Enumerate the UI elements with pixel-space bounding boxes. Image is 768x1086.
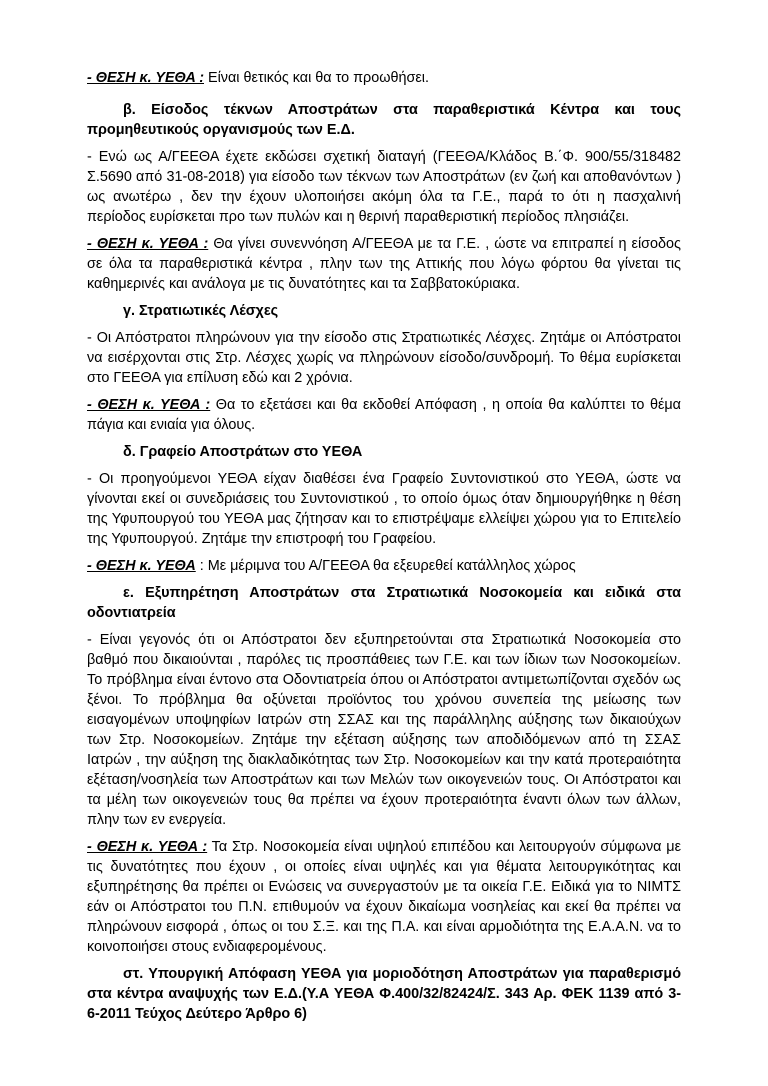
section-e-body: - Είναι γεγονός ότι οι Απόστρατοι δεν εξυπηρετούνται στα Στρατιωτικά Νοσοκομεία στο βαθμό που δικαιούνται , παρόλες τις προσπάθειες των Γ.Ε. και των ίδιων των Νοσοκομείων. Το πρόβλημα είναι έντονο στα Οδοντιατρεία όπου οι Απόστρατοι αντιμετωπίζονται σχεδόν ως ξένοι. Το πρόβλημα θα οξύνεται προϊόντος του χρόνου συνεπεία της μείωσης των εισαγομένων υποψηφίων Ιατρών στη ΣΣΑΣ και της παράλληλης αύξησης των δικαιούχων των Στρ. Νοσοκομείων. Ζητάμε την εξέταση αύξησης των αποδιδόμενων από τη ΣΣΑΣ Ιατρών , την αύξηση της διακλαδικότητας των Στρ. Νοσοκομείων και την κατά προτεραιότητα εξέταση/νοσηλεία των Αποστράτων και των Μελών των οικογενειών τους. Οι Απόστρατοι και τα μέλη των οικογενειών τους θα πρέπει να έχουν προτεραιότητα έναντι όλων των άλλων, πλην των εν ενεργεία. <box>87 632 681 828</box>
section-d-heading: δ. Γραφείο Αποστράτων στο ΥΕΘΑ <box>123 444 363 460</box>
section-e-position <box>87 837 681 957</box>
section-d-position <box>87 556 681 576</box>
position-label: - ΘΕΣΗ κ. ΥΕΘΑ : <box>87 70 204 86</box>
position-text: Θα γίνει συνεννόηση Α/ΓΕΕΘΑ με τα Γ.Ε. , ώστε να επιτραπεί η είσοδος σε όλα τα παραθεριστικά κέντρα , πλην των της Αττικής που λόγω φόρτου θα γίνεται τις καθημερινές και ανάλογα με τις δυνατότητες και τα Σαββατοκύριακα. <box>87 236 681 292</box>
section-g-position <box>87 395 681 435</box>
position-label: - ΘΕΣΗ κ. ΥΕΘΑ : <box>87 839 208 855</box>
position-text: Τα Στρ. Νοσοκομεία είναι υψηλού επιπέδου και λειτουργούν σύμφωνα με τις δυνατότητες που έχουν , οι οποίες είναι υψηλές και για θέματα λειτουργικότητας και εξυπηρέτησης θα πρέπει οι Ενώσεις να συνεργαστούν με τα οικεία Γ.Ε. Ειδικά για το ΝΙΜΤΣ εάν οι Απόστρατοι του Π.Ν. επιθυμούν να έχουν δικαίωμα νοσηλείας και εκεί θα πρέπει να πληρώνουν εισφορά , όπως οι του Σ.Ξ. και της Π.Α. και είναι αρμοδιότητα της Ε.Α.Α.Ν. να το κοινοποιήσει στους ενδιαφερομένους. <box>87 839 681 955</box>
position-1 <box>87 68 681 88</box>
section-b-position <box>87 234 681 294</box>
position-label: - ΘΕΣΗ κ. ΥΕΘΑ : <box>87 397 211 413</box>
section-b-heading: β. Είσοδος τέκνων Αποστράτων στα παραθεριστικά Κέντρα και τους προμηθευτικούς οργανισμούς των Ε.Δ. <box>87 102 681 138</box>
position-text: Είναι θετικός και θα το προωθήσει. <box>204 70 429 86</box>
section-e-heading: ε. Εξυπηρέτηση Αποστράτων στα Στρατιωτικά Νοσοκομεία και ειδικά στα οδοντιατρεία <box>87 585 681 621</box>
document-page <box>87 68 681 1024</box>
position-label: - ΘΕΣΗ κ. ΥΕΘΑ : <box>87 236 209 252</box>
section-b-body: - Ενώ ως Α/ΓΕΕΘΑ έχετε εκδώσει σχετική διαταγή (ΓΕΕΘΑ/Κλάδος Β.΄Φ. 900/55/318482 Σ.5690 από 31-08-2018) για είσοδο των τέκνων των Αποστράτων (εν ζωή και αποθανόντων ) ως ανωτέρω , δεν την έχουν υλοποιήσει ακόμη όλα τα Γ.Ε., παρά το ότι η πασχαλινή περίοδος ευρίσκεται προ των πυλών και η θερινή παραθεριστική περίοδος πλησιάζει. <box>87 149 681 225</box>
position-text: Θα το εξετάσει και θα εκδοθεί Απόφαση , η οποία θα καλύπτει το θέμα πάγια και ενιαία για όλους. <box>87 397 681 433</box>
section-g-heading: γ. Στρατιωτικές Λέσχες <box>123 303 279 319</box>
section-g-body: - Οι Απόστρατοι πληρώνουν για την είσοδο στις Στρατιωτικές Λέσχες. Ζητάμε οι Απόστρατοι να εισέρχονται στις Στρ. Λέσχες χωρίς να πληρώνουν είσοδο/συνδρομή. Το θέμα ευρίσκεται στο ΓΕΕΘΑ για επίλυση εδώ και 2 χρόνια. <box>87 330 681 386</box>
position-text: : Με μέριμνα του Α/ΓΕΕΘΑ θα εξευρεθεί κατάλληλος χώρος <box>195 558 576 574</box>
section-st-heading: στ. Υπουργική Απόφαση ΥΕΘΑ για μοριοδότηση Αποστράτων για παραθερισμό στα κέντρα αναψυχής των Ε.Δ.(Υ.Α ΥΕΘΑ Φ.400/32/82424/Σ. 343 Αρ. ΦΕΚ 1139 από 3-6-2011 Τεύχος Δεύτερο Άρθρο 6) <box>87 966 681 1022</box>
section-d-body: - Οι προηγούμενοι ΥΕΘΑ είχαν διαθέσει ένα Γραφείο Συντονιστικού στο ΥΕΘΑ, ώστε να γίνονται εκεί οι συνεδριάσεις του Συντονιστικού , το οποίο όμως όταν δημιουργήθηκε η θέση της Υφυπουργού του ΥΕΘΑ μας ζήτησαν και το επιστρέψαμε ελλείψει χώρου για το Επιτελείο της Υφυπουργού. Ζητάμε την επιστροφή του Γραφείου. <box>87 471 681 547</box>
position-label: - ΘΕΣΗ κ. ΥΕΘΑ <box>87 558 196 574</box>
